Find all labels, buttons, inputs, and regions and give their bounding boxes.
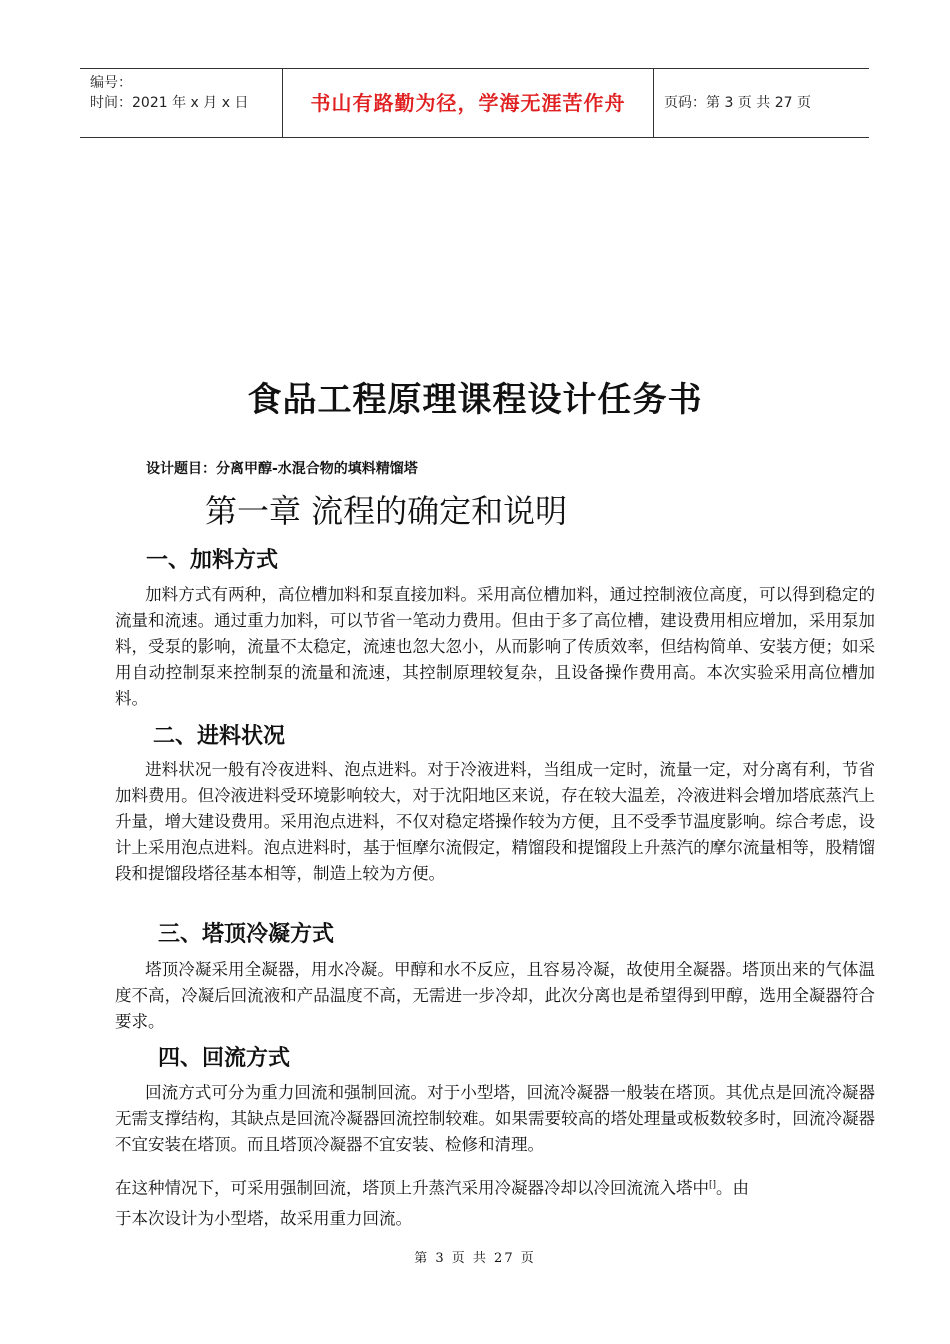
section-body xyxy=(115,1080,875,1158)
header-meta xyxy=(90,73,280,113)
section-heading: 三、塔顶冷凝方式 xyxy=(158,921,335,947)
section-heading: 一、加料方式 xyxy=(146,547,279,573)
section-body xyxy=(115,582,875,712)
section-body-tail: 于本次设计为小型塔，故采用重力回流。 xyxy=(115,1209,412,1228)
section-text: 进料状况一般有冷夜进料、泡点进料。对于冷液进料，当组成一定时，流量一定，对分离有利，节省加料费用。但冷液进料受环境影响较大，对于沈阳地区来说，存在较大温差，冷液进料会增加塔底蒸汽上升量，增大建设费用。采用泡点进料，不仅对稳定塔操作较为方便，且不受季节温度影响。综合考虑，设计上采用泡点进料。泡点进料时，基于恒摩尔流假定，精馏段和提馏段上升蒸汽的摩尔流量相等，股精馏段和提馏段塔径基本相等，制造上较为方便。 xyxy=(115,760,875,883)
header-divider xyxy=(653,69,654,137)
section-body-tail: 在这种情况下，可采用强制回流，塔顶上升蒸汽采用冷凝器冷却以冷回流流入塔中[]。由 xyxy=(115,1178,750,1198)
date-label: 时间：2021 年 x 月 x 日 xyxy=(90,95,249,111)
citation-mark: [] xyxy=(709,1180,717,1190)
design-subject: 设计题目：分离甲醇-水混合物的填料精馏塔 xyxy=(146,461,418,477)
chapter-heading: 第一章 流程的确定和说明 xyxy=(205,492,568,530)
page-header xyxy=(80,68,869,138)
section-text: 回流方式可分为重力回流和强制回流。对于小型塔，回流冷凝器一般装在塔顶。其优点是回流冷凝器无需支撑结构，其缺点是回流冷凝器回流控制较难。如果需要较高的塔处理量或板数较多时，回流冷凝器不宜安装在塔顶。而且塔顶冷凝器不宜安装、检修和清理。 xyxy=(115,1083,875,1154)
section-text: 加料方式有两种，高位槽加料和泵直接加料。采用高位槽加料，通过控制液位高度，可以得到稳定的流量和流速。通过重力加料，可以节省一笔动力费用。但由于多了高位槽，建设费用相应增加，采用泵加料，受泵的影响，流量不太稳定，流速也忽大忽小，从而影响了传质效率，但结构简单、安装方便；如采用自动控制泵来控制泵的流量和流速，其控制原理较复杂，且设备操作费用高。本次实验采用高位槽加料。 xyxy=(115,585,875,708)
section-text: 塔顶冷凝采用全凝器，用水冷凝。甲醇和水不反应，且容易冷凝，故使用全凝器。塔顶出来的气体温度不高，冷凝后回流液和产品温度不高，无需进一步冷却，此次分离也是希望得到甲醇，选用全凝器符合要求。 xyxy=(115,960,875,1031)
section-body xyxy=(115,757,875,887)
section-heading: 四、回流方式 xyxy=(158,1045,291,1071)
document-title: 食品工程原理课程设计任务书 xyxy=(247,380,703,420)
section-body xyxy=(115,957,875,1035)
page-footer: 第 3 页 共 27 页 xyxy=(414,1251,536,1266)
section-heading: 二、进料状况 xyxy=(153,723,286,749)
header-page-info: 页码：第 3 页 共 27 页 xyxy=(664,95,811,111)
number-label: 编号： xyxy=(90,75,132,91)
header-motto: 书山有路勤为径，学海无涯苦作舟 xyxy=(310,91,626,115)
